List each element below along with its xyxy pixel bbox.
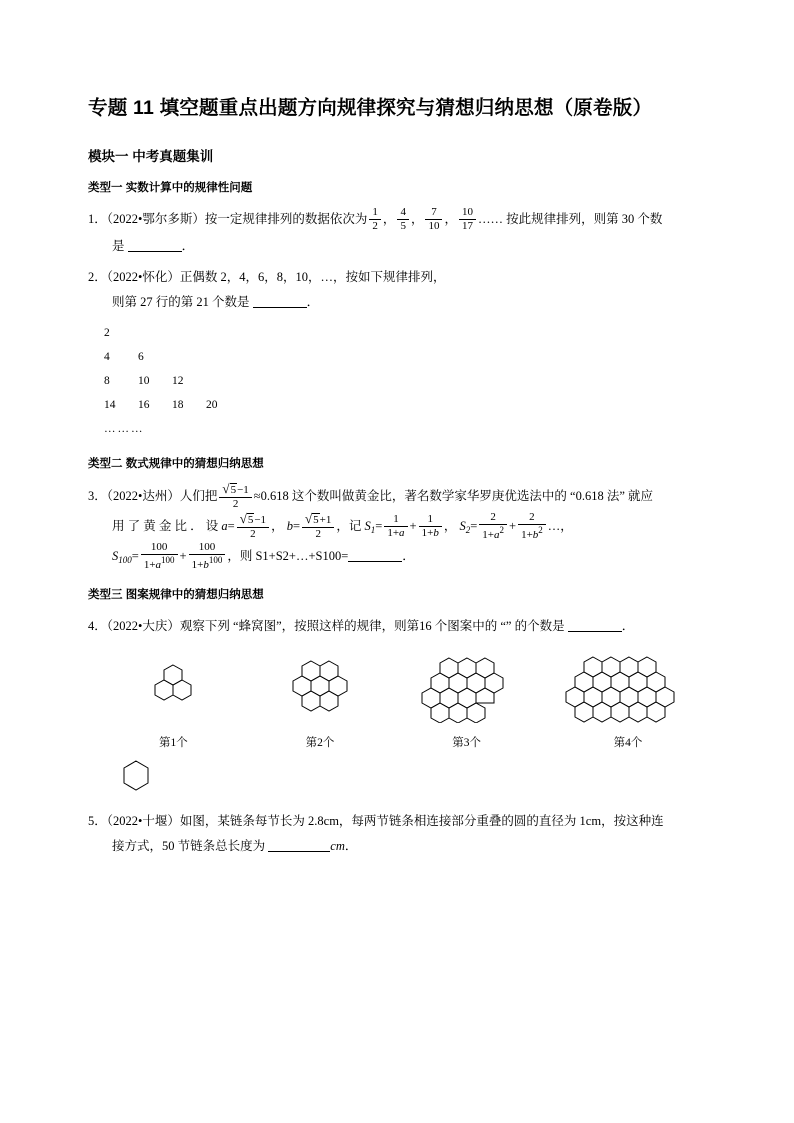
type-heading-3: 类型三 图案规律中的猜想归纳思想 bbox=[88, 589, 264, 602]
q3-line-3: $S_{100}=$ $\frac{100}{1+a^{100}}$ + $\frac{100}{1+b^{100}}$ ，则 S1+S2+…+S100= ． bbox=[112, 541, 415, 571]
triangle-cell: 6 bbox=[138, 350, 144, 363]
q3-comma-2: ， bbox=[443, 518, 457, 533]
fraction-4-5: $\frac{4}{5}$ bbox=[397, 206, 409, 232]
triangle-cell: 14 bbox=[104, 399, 116, 412]
q5-text-a: 如图，某链条每节长为 2.8cm，每两节链条相连接部分重叠的圆的直径为 1cm，按这种连 bbox=[179, 814, 664, 829]
document-content bbox=[88, 96, 716, 865]
triangle-cell: 12 bbox=[172, 374, 184, 387]
q3-comma-1: ， bbox=[271, 518, 284, 533]
q4-number: 4． bbox=[88, 619, 107, 634]
q5-number: 5． bbox=[88, 814, 107, 829]
q1-fraction-sequence: $\frac{1}{2}$ ， $\frac{4}{5}$ ， $\frac{7}{10}$ ， $\frac{10}{17}$ …… bbox=[367, 207, 503, 233]
q2-text-c: ． bbox=[306, 294, 320, 309]
q3-answer-blank[interactable] bbox=[348, 549, 402, 562]
fraction-7-10: $\frac{7}{10}$ bbox=[425, 206, 442, 232]
golden-ratio-fraction: $\frac{√5-1}{2}$ bbox=[219, 482, 251, 511]
triangle-cell: 2 bbox=[104, 326, 110, 339]
q3-s2-label: $S_2$ bbox=[459, 518, 471, 535]
q3-number: 3． bbox=[88, 489, 107, 504]
q3-text-a: 人们把 bbox=[179, 489, 218, 504]
q5-line-2 bbox=[112, 834, 716, 859]
honeycomb-2-icon bbox=[260, 653, 380, 723]
s2-term-2: $\frac{2}{1+b^2}$ bbox=[518, 511, 546, 541]
q3-ellipsis-2: …， bbox=[547, 518, 573, 533]
triangle-cell: 8 bbox=[104, 374, 110, 387]
fraction-1-2: $\frac{1}{2}$ bbox=[369, 206, 381, 232]
question-2 bbox=[88, 265, 716, 315]
triangle-cell: 18 bbox=[172, 399, 184, 412]
hive-figure-2 bbox=[247, 653, 394, 750]
triangle-cell: 20 bbox=[206, 399, 218, 412]
q3-s100-label: $S_{100}$ bbox=[112, 549, 132, 566]
question-5 bbox=[88, 809, 716, 859]
honeycomb-1-icon bbox=[123, 653, 223, 723]
q3-text-e: ，则 S1+S2+…+S100= bbox=[227, 549, 349, 564]
q4-text-a: 观察下列 “蜂窝图”，按照这样的规律，则第16 个图案中的 “” 的个数是 bbox=[179, 619, 565, 634]
q4-text-b: ． bbox=[621, 619, 635, 634]
q3-eq-5: = bbox=[131, 549, 139, 564]
question-4 bbox=[88, 614, 716, 639]
hexagon-icon bbox=[116, 758, 156, 794]
q3-s1-label: $S_1$ bbox=[364, 518, 376, 535]
q1-ellipsis: …… bbox=[477, 212, 503, 227]
q3-text-c: 用 了 黄 金 比 ． 设 bbox=[112, 518, 219, 533]
q3-eq-2: = bbox=[292, 518, 301, 533]
q3-eq-3: = bbox=[375, 518, 383, 533]
q5-text-b: 接方式，50 节链条总长度为 bbox=[112, 839, 266, 854]
q3-text-b: 0.618 这个数叫做黄金比，著名数学家华罗庚优选法中的 “0.618 法” 就应 bbox=[260, 489, 654, 504]
q3-text-f: ． bbox=[402, 549, 415, 564]
hive-caption-4: 第4个 bbox=[613, 737, 643, 750]
question-3 bbox=[88, 483, 716, 572]
question-1 bbox=[88, 207, 716, 258]
b-definition-fraction: $\frac{√5+1}{2}$ bbox=[302, 512, 334, 541]
q1-source: （2022•鄂尔多斯） bbox=[106, 212, 205, 227]
q3-text-d: ，记 bbox=[336, 518, 362, 533]
a-definition-fraction: $\frac{√5-1}{2}$ bbox=[237, 512, 269, 541]
type-heading-1: 类型一 实数计算中的规律性问题 bbox=[88, 182, 253, 195]
honeycomb-4-icon bbox=[543, 653, 713, 723]
single-hexagon-figure bbox=[116, 758, 716, 799]
q3-approx: ≈ bbox=[253, 489, 261, 504]
q1-answer-blank[interactable] bbox=[128, 239, 182, 252]
hive-figure-4 bbox=[540, 653, 716, 750]
q3-line-2: 用 了 黄 金 比 ． 设 a= $\frac{√5-1}{2}$ ， b= $\frac{√5+1}{2}$ ，记 $S_1=$ $\frac{1}{1+a}$ + $\frac{1}{1+b}$ ， $S_2=$ $\frac{2}{1+a^2}$ + $\frac{2}{1+b^2}$ …， bbox=[112, 510, 573, 541]
hive-figure-row bbox=[100, 653, 716, 750]
q2-text-b: 则第 27 行的第 21 个数是 bbox=[112, 294, 250, 309]
q2-answer-blank[interactable] bbox=[253, 295, 307, 308]
triangle-row-3 bbox=[104, 369, 716, 393]
q1-number: 1． bbox=[88, 212, 107, 227]
s1-term-1: $\frac{1}{1+a}$ bbox=[384, 513, 407, 539]
hive-figure-1 bbox=[100, 653, 247, 750]
q4-source: （2022•大庆） bbox=[106, 619, 180, 634]
hive-caption-1: 第1个 bbox=[158, 737, 188, 750]
triangle-row-2 bbox=[104, 345, 716, 369]
q3-eq-4: = bbox=[470, 518, 478, 533]
q2-number: 2． bbox=[88, 269, 107, 284]
triangle-row-4 bbox=[104, 393, 716, 417]
triangle-cell: 10 bbox=[138, 374, 150, 387]
page-title: 专题 11 填空题重点出题方向规律探究与猜想归纳思想（原卷版） bbox=[88, 97, 653, 119]
hive-caption-3: 第3个 bbox=[452, 737, 482, 750]
q5-answer-blank[interactable] bbox=[268, 839, 330, 852]
q1-line-2 bbox=[112, 234, 716, 259]
q1-text-d: ． bbox=[181, 238, 195, 253]
hive-caption-2: 第2个 bbox=[305, 737, 335, 750]
module-heading: 模块一 中考真题集训 bbox=[88, 149, 214, 165]
fraction-10-17: $\frac{10}{17}$ bbox=[459, 206, 476, 232]
honeycomb-3-icon bbox=[397, 653, 537, 723]
q3-source: （2022•达州） bbox=[106, 489, 180, 504]
q5-text-c: ． bbox=[344, 839, 358, 854]
s2-term-1: $\frac{2}{1+a^2}$ bbox=[479, 511, 507, 541]
q1-text-c: 是 bbox=[112, 238, 125, 253]
s100-term-1: $\frac{100}{1+a^{100}}$ bbox=[141, 541, 178, 571]
q3-eq-1: = bbox=[227, 518, 235, 533]
q4-answer-blank[interactable] bbox=[568, 619, 622, 632]
q2-text-a: 正偶数 2，4，6，8，10，…，按如下规律排列， bbox=[179, 269, 446, 284]
q2-number-triangle bbox=[104, 321, 716, 442]
q1-text-b: 按此规律排列，则第 30 个数 bbox=[506, 212, 663, 227]
hive-figure-3 bbox=[393, 653, 540, 750]
q1-text-a: 按一定规律排列的数据依次为 bbox=[204, 212, 368, 227]
triangle-row-ellipsis: ……… bbox=[104, 423, 145, 436]
triangle-cell: 16 bbox=[138, 399, 150, 412]
q5-unit: cm bbox=[330, 839, 345, 854]
triangle-cell: 4 bbox=[104, 350, 110, 363]
q5-source: （2022•十堰） bbox=[106, 814, 180, 829]
q2-source: （2022•怀化） bbox=[106, 269, 180, 284]
q2-line-2 bbox=[112, 290, 716, 315]
q3-var-a: a bbox=[221, 518, 228, 533]
s100-term-2: $\frac{100}{1+b^{100}}$ bbox=[189, 541, 226, 571]
type-heading-2: 类型二 数式规律中的猜想归纳思想 bbox=[88, 458, 264, 471]
q3-var-b: b bbox=[286, 518, 293, 533]
s1-term-2: $\frac{1}{1+b}$ bbox=[419, 513, 442, 539]
triangle-row-1 bbox=[104, 321, 716, 345]
